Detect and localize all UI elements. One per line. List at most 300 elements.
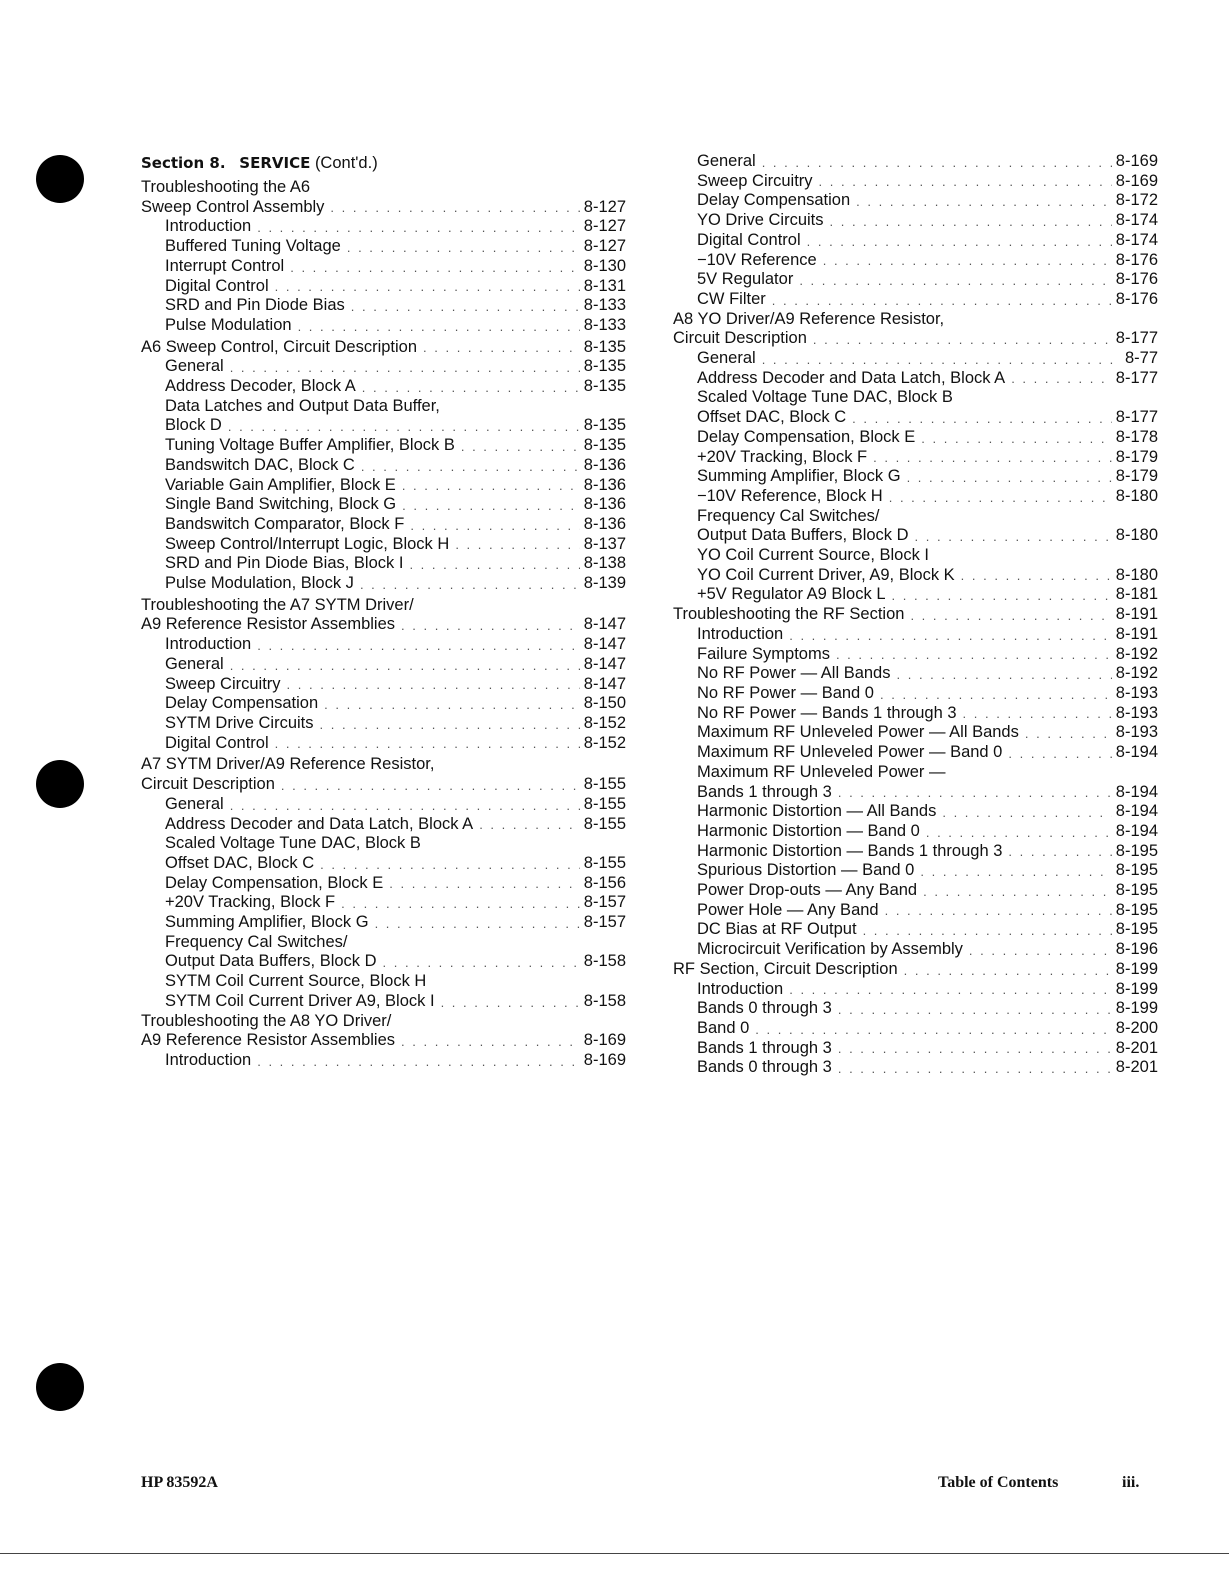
toc-dot-leader bbox=[863, 921, 1112, 940]
toc-entry-title: A7 SYTM Driver/A9 Reference Resistor, bbox=[141, 755, 435, 774]
toc-dot-leader bbox=[889, 488, 1112, 507]
toc-entry-page: 8-195 bbox=[1115, 920, 1158, 939]
toc-entry-page: 8-176 bbox=[1115, 270, 1158, 289]
toc-dot-leader bbox=[926, 823, 1112, 842]
toc-dot-leader bbox=[838, 1039, 1112, 1058]
toc-entry-title: No RF Power — Bands 1 through 3 bbox=[697, 703, 957, 722]
toc-dot-leader bbox=[789, 980, 1112, 999]
toc-entry-page: 8-177 bbox=[1115, 368, 1158, 387]
toc-dot-leader bbox=[281, 776, 580, 795]
toc-dot-leader bbox=[799, 271, 1111, 290]
toc-entry-title: Spurious Distortion — Band 0 bbox=[697, 861, 915, 880]
toc-entry-title: Circuit Description bbox=[673, 329, 807, 348]
toc-entry bbox=[673, 999, 1158, 1019]
toc-entry-page: 8-199 bbox=[1115, 999, 1158, 1018]
toc-dot-leader bbox=[402, 476, 580, 495]
toc-entry bbox=[673, 605, 1158, 625]
toc-dot-leader bbox=[1025, 724, 1112, 743]
toc-entry-title: Sweep Circuitry bbox=[165, 674, 281, 693]
toc-entry bbox=[141, 296, 626, 316]
toc-dot-leader bbox=[230, 656, 580, 675]
toc-entry-title: Bandswitch DAC, Block C bbox=[165, 455, 355, 474]
toc-entry-page: 8-192 bbox=[1115, 664, 1158, 683]
toc-entry bbox=[141, 854, 626, 874]
toc-dot-leader bbox=[789, 626, 1112, 645]
toc-dot-leader bbox=[351, 297, 580, 316]
footer-page-number: iii. bbox=[1122, 1474, 1140, 1491]
toc-entry-title: No RF Power — All Bands bbox=[697, 664, 891, 683]
toc-entry bbox=[673, 901, 1158, 921]
toc-entry-page: 8-139 bbox=[583, 574, 626, 593]
toc-dot-leader bbox=[838, 1059, 1112, 1078]
binder-hole-bottom bbox=[36, 1363, 84, 1411]
toc-entry bbox=[673, 526, 1158, 546]
toc-dot-leader bbox=[807, 232, 1112, 251]
toc-entry-title: Band 0 bbox=[697, 1018, 750, 1037]
toc-entry bbox=[141, 755, 626, 775]
toc-dot-leader bbox=[873, 448, 1112, 467]
toc-entry-title: +20V Tracking, Block F bbox=[165, 893, 336, 912]
toc-entry bbox=[673, 369, 1158, 389]
toc-entry bbox=[141, 456, 626, 476]
toc-dot-leader bbox=[892, 586, 1112, 605]
toc-entry-page: 8-135 bbox=[583, 436, 626, 455]
toc-entry bbox=[673, 487, 1158, 507]
toc-entry-title: Tuning Voltage Buffer Amplifier, Block B bbox=[165, 436, 455, 455]
toc-dot-leader bbox=[423, 338, 580, 357]
toc-entry-page: 8-157 bbox=[583, 893, 626, 912]
toc-entry-title: Frequency Cal Switches/ bbox=[697, 506, 880, 525]
toc-entry bbox=[141, 198, 626, 218]
toc-entry-title: Introduction bbox=[697, 624, 784, 643]
toc-entry-page: 8-147 bbox=[583, 674, 626, 693]
toc-entry bbox=[141, 615, 626, 635]
toc-entry-page: 8-195 bbox=[1115, 861, 1158, 880]
toc-entry-page: 8-127 bbox=[583, 237, 626, 256]
toc-entry-title: Bandswitch Comparator, Block F bbox=[165, 514, 405, 533]
toc-entry-title: Address Decoder and Data Latch, Block A bbox=[165, 814, 474, 833]
toc-entry bbox=[673, 546, 1158, 566]
footer-title: Table of Contents bbox=[938, 1474, 1059, 1491]
bottom-rule bbox=[0, 1553, 1229, 1554]
toc-entry bbox=[673, 763, 1158, 783]
toc-entry-page: 8-169 bbox=[583, 1050, 626, 1069]
toc-entry-title: Offset DAC, Block C bbox=[697, 408, 847, 427]
toc-entry-title: Digital Control bbox=[697, 230, 801, 249]
footer-model: HP 83592A bbox=[141, 1474, 218, 1491]
toc-entry bbox=[141, 178, 626, 198]
toc-dot-leader bbox=[375, 914, 580, 933]
toc-entry-page: 8-199 bbox=[1115, 959, 1158, 978]
toc-entry bbox=[141, 316, 626, 336]
toc-entry-page: 8-177 bbox=[1115, 408, 1158, 427]
toc-entry bbox=[141, 874, 626, 894]
toc-entry bbox=[673, 842, 1158, 862]
toc-entry-title: SRD and Pin Diode Bias bbox=[165, 296, 345, 315]
toc-entry-page: 8-136 bbox=[583, 455, 626, 474]
toc-dot-leader bbox=[921, 429, 1112, 448]
toc-entry-title: +5V Regulator A9 Block L bbox=[697, 585, 886, 604]
toc-dot-leader bbox=[320, 715, 580, 734]
toc-entry-page: 8-155 bbox=[583, 853, 626, 872]
toc-entry bbox=[673, 920, 1158, 940]
toc-dot-leader bbox=[1011, 369, 1112, 388]
toc-entry bbox=[141, 1031, 626, 1051]
toc-entry-title: Introduction bbox=[697, 979, 784, 998]
toc-entry bbox=[141, 436, 626, 456]
toc-entry-title: Single Band Switching, Block G bbox=[165, 495, 397, 514]
toc-dot-leader bbox=[347, 238, 580, 257]
toc-entry-page: 8-157 bbox=[583, 913, 626, 932]
toc-dot-leader bbox=[228, 417, 580, 436]
toc-entry bbox=[673, 349, 1158, 369]
toc-entry bbox=[141, 277, 626, 297]
toc-entry-title: Frequency Cal Switches/ bbox=[165, 932, 348, 951]
toc-dot-leader bbox=[320, 855, 580, 874]
toc-entry bbox=[673, 585, 1158, 605]
toc-entry-page: 8-169 bbox=[1115, 171, 1158, 190]
toc-entry bbox=[141, 338, 626, 358]
toc-entry-title: Interrupt Control bbox=[165, 256, 285, 275]
toc-entry-title: Summing Amplifier, Block G bbox=[697, 467, 901, 486]
toc-entry-page: 8-195 bbox=[1115, 881, 1158, 900]
toc-entry-page: 8-193 bbox=[1115, 703, 1158, 722]
toc-entry bbox=[673, 408, 1158, 428]
toc-entry bbox=[673, 566, 1158, 586]
toc-entry-title: A9 Reference Resistor Assemblies bbox=[141, 1031, 396, 1050]
toc-entry-title: Sweep Circuitry bbox=[697, 171, 813, 190]
binder-hole-top bbox=[36, 155, 84, 203]
toc-entry-title: Block D bbox=[165, 416, 222, 435]
toc-entry bbox=[141, 675, 626, 695]
toc-right-column bbox=[673, 152, 1158, 1078]
toc-entry bbox=[141, 775, 626, 795]
toc-entry-page: 8-176 bbox=[1115, 289, 1158, 308]
toc-entry-title: −10V Reference, Block H bbox=[697, 486, 883, 505]
toc-entry-title: Bands 0 through 3 bbox=[697, 1058, 832, 1077]
toc-entry bbox=[141, 952, 626, 972]
toc-entry bbox=[673, 960, 1158, 980]
toc-entry-title: CW Filter bbox=[697, 289, 766, 308]
toc-entry bbox=[673, 211, 1158, 231]
toc-entry bbox=[673, 507, 1158, 527]
section-name: SERVICE bbox=[239, 154, 311, 172]
toc-entry bbox=[141, 495, 626, 515]
toc-entry-title: Bands 1 through 3 bbox=[697, 1038, 832, 1057]
toc-entry bbox=[673, 704, 1158, 724]
toc-dot-leader bbox=[885, 901, 1112, 920]
toc-entry bbox=[673, 645, 1158, 665]
toc-entry-page: 8-174 bbox=[1115, 211, 1158, 230]
toc-entry-title: Introduction bbox=[165, 1050, 252, 1069]
toc-entry-page: 8-127 bbox=[583, 217, 626, 236]
toc-entry-page: 8-194 bbox=[1115, 802, 1158, 821]
toc-entry bbox=[673, 664, 1158, 684]
toc-entry-title: Delay Compensation, Block E bbox=[165, 873, 384, 892]
toc-entry bbox=[673, 743, 1158, 763]
toc-entry-page: 8-191 bbox=[1115, 624, 1158, 643]
toc-entry bbox=[141, 596, 626, 616]
toc-entry-title: DC Bias at RF Output bbox=[697, 920, 857, 939]
toc-entry-page: 8-138 bbox=[583, 554, 626, 573]
toc-dot-leader bbox=[755, 1020, 1112, 1039]
toc-entry bbox=[141, 714, 626, 734]
toc-entry-title: Output Data Buffers, Block D bbox=[697, 526, 909, 545]
toc-entry bbox=[673, 625, 1158, 645]
toc-dot-leader bbox=[230, 358, 580, 377]
toc-entry-page: 8-135 bbox=[583, 377, 626, 396]
toc-dot-leader bbox=[762, 153, 1112, 172]
toc-entry-title: Introduction bbox=[165, 635, 252, 654]
toc-dot-leader bbox=[836, 645, 1112, 664]
toc-entry-title: Maximum RF Unleveled Power — bbox=[697, 762, 946, 781]
toc-entry-page: 8-178 bbox=[1115, 427, 1158, 446]
toc-entry bbox=[141, 515, 626, 535]
toc-entry-page: 8-199 bbox=[1115, 979, 1158, 998]
toc-entry bbox=[673, 467, 1158, 487]
toc-entry-title: Address Decoder, Block A bbox=[165, 377, 356, 396]
toc-entry-page: 8-147 bbox=[583, 615, 626, 634]
toc-entry-title: Harmonic Distortion — Band 0 bbox=[697, 821, 920, 840]
toc-dot-leader bbox=[907, 468, 1112, 487]
toc-entry-page: 8-137 bbox=[583, 534, 626, 553]
toc-entry-page: 8-136 bbox=[583, 514, 626, 533]
toc-entry-page: 8-191 bbox=[1115, 605, 1158, 624]
toc-dot-leader bbox=[401, 1032, 580, 1051]
toc-entry bbox=[673, 191, 1158, 211]
toc-entry-title: Power Hole — Any Band bbox=[697, 900, 879, 919]
toc-entry-title: General bbox=[697, 349, 756, 368]
toc-dot-leader bbox=[762, 350, 1121, 369]
toc-entry-page: 8-135 bbox=[583, 357, 626, 376]
toc-entry bbox=[673, 290, 1158, 310]
toc-entry-page: 8-155 bbox=[583, 814, 626, 833]
toc-entry-page: 8-177 bbox=[1115, 329, 1158, 348]
toc-dot-leader bbox=[920, 862, 1111, 881]
toc-right-entries bbox=[673, 152, 1158, 1078]
toc-entry-title: Summing Amplifier, Block G bbox=[165, 913, 369, 932]
toc-entry-title: 5V Regulator bbox=[697, 270, 794, 289]
toc-entry-title: Data Latches and Output Data Buffer, bbox=[165, 396, 440, 415]
toc-dot-leader bbox=[915, 527, 1112, 546]
toc-entry-title: A8 YO Driver/A9 Reference Resistor, bbox=[673, 309, 945, 328]
toc-entry-title: Pulse Modulation bbox=[165, 315, 292, 334]
toc-entry bbox=[141, 913, 626, 933]
toc-entry bbox=[673, 802, 1158, 822]
section-label: Section 8. bbox=[141, 154, 226, 172]
toc-entry-page: 8-133 bbox=[583, 315, 626, 334]
toc-entry-page: 8-131 bbox=[583, 276, 626, 295]
toc-dot-leader bbox=[362, 378, 580, 397]
toc-entry-page: 8-172 bbox=[1115, 191, 1158, 210]
toc-left-entries bbox=[141, 178, 626, 1071]
toc-dot-leader bbox=[287, 675, 580, 694]
toc-entry bbox=[141, 377, 626, 397]
toc-entry-title: A9 Reference Resistor Assemblies bbox=[141, 615, 396, 634]
toc-dot-leader bbox=[897, 665, 1112, 684]
toc-entry-page: 8-192 bbox=[1115, 644, 1158, 663]
toc-entry bbox=[673, 231, 1158, 251]
toc-entry bbox=[673, 329, 1158, 349]
toc-entry-title: SYTM Coil Current Driver A9, Block I bbox=[165, 991, 435, 1010]
toc-entry bbox=[141, 237, 626, 257]
toc-entry-title: Buffered Tuning Voltage bbox=[165, 237, 341, 256]
toc-dot-leader bbox=[455, 535, 579, 554]
toc-dot-leader bbox=[772, 291, 1112, 310]
toc-entry bbox=[141, 476, 626, 496]
toc-entry bbox=[673, 448, 1158, 468]
toc-dot-leader bbox=[963, 704, 1112, 723]
toc-entry-page: 8-135 bbox=[583, 416, 626, 435]
toc-entry-title: Microcircuit Verification by Assembly bbox=[697, 940, 963, 959]
toc-dot-leader bbox=[961, 566, 1112, 585]
toc-entry-title: Scaled Voltage Tune DAC, Block B bbox=[165, 834, 421, 853]
toc-entry-page: 8-194 bbox=[1115, 743, 1158, 762]
toc-dot-leader bbox=[257, 636, 580, 655]
toc-entry-title: Troubleshooting the A7 SYTM Driver/ bbox=[141, 595, 414, 614]
toc-dot-leader bbox=[401, 616, 580, 635]
toc-entry-title: Harmonic Distortion — Bands 1 through 3 bbox=[697, 841, 1003, 860]
toc-entry bbox=[141, 795, 626, 815]
toc-entry-page: 8-179 bbox=[1115, 447, 1158, 466]
toc-entry-page: 8-174 bbox=[1115, 230, 1158, 249]
toc-dot-leader bbox=[904, 961, 1112, 980]
toc-dot-leader bbox=[389, 874, 580, 893]
toc-dot-leader bbox=[341, 894, 580, 913]
toc-entry bbox=[673, 881, 1158, 901]
toc-entry bbox=[141, 972, 626, 992]
toc-dot-leader bbox=[910, 606, 1111, 625]
toc-entry bbox=[673, 1058, 1158, 1078]
toc-dot-leader bbox=[383, 953, 580, 972]
toc-entry bbox=[673, 940, 1158, 960]
toc-entry-title: Bands 1 through 3 bbox=[697, 782, 832, 801]
toc-entry bbox=[673, 251, 1158, 271]
toc-entry-page: 8-195 bbox=[1115, 841, 1158, 860]
toc-entry-page: 8-158 bbox=[583, 991, 626, 1010]
toc-entry-title: Delay Compensation bbox=[697, 191, 851, 210]
toc-entry bbox=[673, 980, 1158, 1000]
toc-dot-leader bbox=[441, 993, 580, 1012]
toc-entry-title: Introduction bbox=[165, 217, 252, 236]
toc-entry bbox=[673, 684, 1158, 704]
toc-dot-leader bbox=[856, 192, 1112, 211]
toc-entry-page: 8-195 bbox=[1115, 900, 1158, 919]
toc-entry bbox=[141, 1012, 626, 1032]
toc-dot-leader bbox=[461, 437, 580, 456]
toc-entry-page: 8-176 bbox=[1115, 250, 1158, 269]
toc-entry-title: Troubleshooting the RF Section bbox=[673, 605, 905, 624]
toc-entry-title: Digital Control bbox=[165, 733, 269, 752]
toc-entry bbox=[141, 992, 626, 1012]
toc-entry-page: 8-200 bbox=[1115, 1018, 1158, 1037]
toc-entry-title: Sweep Control Assembly bbox=[141, 197, 325, 216]
toc-entry bbox=[141, 416, 626, 436]
toc-entry-title: Maximum RF Unleveled Power — All Bands bbox=[697, 723, 1019, 742]
toc-entry bbox=[141, 397, 626, 417]
toc-entry-page: 8-152 bbox=[583, 713, 626, 732]
toc-entry bbox=[673, 1019, 1158, 1039]
toc-entry-title: General bbox=[697, 152, 756, 170]
toc-entry bbox=[673, 1039, 1158, 1059]
toc-entry bbox=[141, 694, 626, 714]
toc-dot-leader bbox=[852, 409, 1112, 428]
toc-entry-title: Harmonic Distortion — All Bands bbox=[697, 802, 937, 821]
toc-entry-page: 8-136 bbox=[583, 475, 626, 494]
toc-entry bbox=[141, 217, 626, 237]
toc-entry bbox=[141, 655, 626, 675]
toc-dot-leader bbox=[942, 803, 1111, 822]
toc-entry bbox=[141, 635, 626, 655]
toc-dot-leader bbox=[969, 941, 1112, 960]
toc-entry-page: 8-155 bbox=[583, 775, 626, 794]
toc-entry-page: 8-135 bbox=[583, 337, 626, 356]
toc-entry-page: 8-130 bbox=[583, 256, 626, 275]
toc-entry-title: Troubleshooting the A6 bbox=[141, 178, 311, 196]
toc-entry-page: 8-179 bbox=[1115, 467, 1158, 486]
toc-entry bbox=[141, 535, 626, 555]
toc-entry-page: 8-147 bbox=[583, 635, 626, 654]
toc-entry-page: 8-77 bbox=[1124, 349, 1158, 368]
toc-entry-title: Troubleshooting the A8 YO Driver/ bbox=[141, 1011, 392, 1030]
toc-entry bbox=[673, 822, 1158, 842]
toc-entry-page: 8-180 bbox=[1115, 526, 1158, 545]
toc-entry-title: Digital Control bbox=[165, 276, 269, 295]
toc-entry bbox=[673, 861, 1158, 881]
toc-entry-title: Address Decoder and Data Latch, Block A bbox=[697, 368, 1006, 387]
toc-dot-leader bbox=[830, 212, 1112, 231]
toc-entry-title: YO Coil Current Driver, A9, Block K bbox=[697, 565, 955, 584]
toc-dot-leader bbox=[1008, 744, 1111, 763]
toc-dot-leader bbox=[813, 330, 1112, 349]
section-heading bbox=[141, 152, 626, 174]
toc-entry-page: 8-180 bbox=[1115, 565, 1158, 584]
toc-entry-title: +20V Tracking, Block F bbox=[697, 447, 868, 466]
toc-dot-leader bbox=[275, 734, 580, 753]
toc-dot-leader bbox=[823, 251, 1112, 270]
toc-entry bbox=[673, 172, 1158, 192]
toc-entry bbox=[673, 723, 1158, 743]
toc-entry-title: Sweep Control/Interrupt Logic, Block H bbox=[165, 534, 450, 553]
toc-entry-title: Maximum RF Unleveled Power — Band 0 bbox=[697, 743, 1003, 762]
toc-entry-page: 8-201 bbox=[1115, 1058, 1158, 1077]
toc-entry-page: 8-193 bbox=[1115, 683, 1158, 702]
toc-entry-page: 8-150 bbox=[583, 694, 626, 713]
toc-dot-leader bbox=[838, 1000, 1112, 1019]
toc-entry-title: SYTM Coil Current Source, Block H bbox=[165, 972, 427, 991]
toc-dot-leader bbox=[290, 258, 580, 277]
toc-entry-title: SRD and Pin Diode Bias, Block I bbox=[165, 554, 404, 573]
toc-entry-title: General bbox=[165, 794, 224, 813]
toc-dot-leader bbox=[275, 277, 580, 296]
toc-entry-title: Offset DAC, Block C bbox=[165, 853, 315, 872]
toc-dot-leader bbox=[361, 457, 580, 476]
toc-dot-leader bbox=[923, 882, 1112, 901]
toc-entry-page: 8-180 bbox=[1115, 486, 1158, 505]
toc-entry-title: Output Data Buffers, Block D bbox=[165, 952, 377, 971]
toc-entry bbox=[673, 783, 1158, 803]
toc-entry-title: General bbox=[165, 357, 224, 376]
toc-entry-title: No RF Power — Band 0 bbox=[697, 683, 874, 702]
binder-hole-middle bbox=[36, 760, 84, 808]
toc-entry-page: 8-196 bbox=[1115, 940, 1158, 959]
toc-entry-title: Scaled Voltage Tune DAC, Block B bbox=[697, 388, 953, 407]
toc-entry bbox=[673, 388, 1158, 408]
toc-dot-leader bbox=[402, 496, 580, 515]
toc-dot-leader bbox=[257, 1052, 580, 1071]
toc-left-column bbox=[141, 152, 626, 1071]
toc-entry-page: 8-155 bbox=[583, 794, 626, 813]
